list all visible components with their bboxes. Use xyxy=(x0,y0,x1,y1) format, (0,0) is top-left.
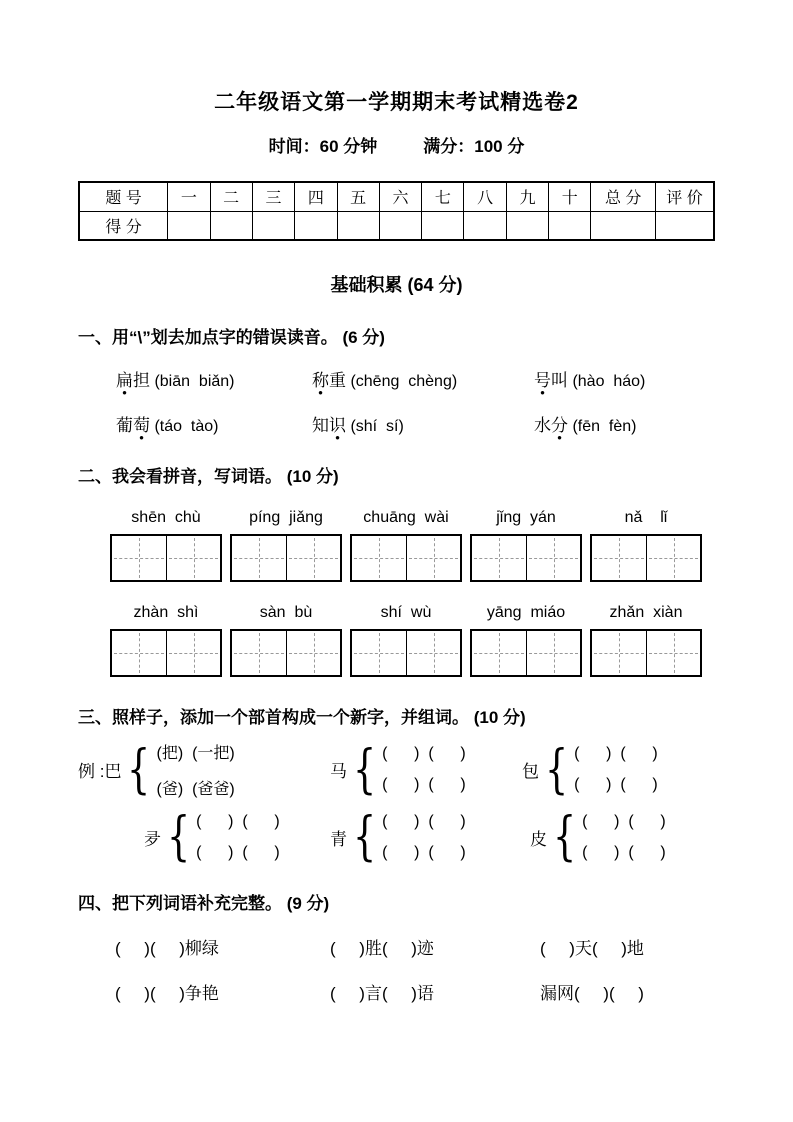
dotted-char: 扁 xyxy=(116,371,133,390)
pinyin-label: zhǎn xiàn xyxy=(609,604,683,621)
answer-line: ( ) ( ) xyxy=(582,812,666,830)
q2-pinyin-row-2 xyxy=(110,604,715,622)
pinyin-options: (biān biǎn) xyxy=(150,373,235,390)
brace-icon: { xyxy=(166,807,191,867)
writing-box xyxy=(110,534,222,582)
answer-line: ( ) ( ) xyxy=(196,843,280,861)
q4-row-1 xyxy=(115,934,715,959)
q4-row-2 xyxy=(115,979,715,1004)
score-table-header: 七 xyxy=(422,182,464,211)
writing-cell xyxy=(286,536,340,580)
brace-icon: { xyxy=(352,739,377,800)
dotted-char: 号 xyxy=(534,371,551,390)
writing-cell xyxy=(286,631,340,675)
q1-heading: 一、用“\”划去加点字的错误读音。 (6 分) xyxy=(78,328,385,347)
score-table-header: 八 xyxy=(464,182,506,211)
q1-word: 葡萄 (táo tào) xyxy=(116,411,312,436)
score-cell xyxy=(168,211,210,240)
pinyin-label: shēn chù xyxy=(131,509,201,526)
writing-box xyxy=(350,629,462,677)
score-cell xyxy=(422,211,464,240)
score-table-header: 二 xyxy=(210,182,252,211)
score-cell xyxy=(210,211,252,240)
pinyin-options: (shí sí) xyxy=(346,418,404,435)
q1-word: 号叫 (hào háo) xyxy=(534,366,715,391)
pinyin-label: jǐng yán xyxy=(496,509,556,526)
score-cell xyxy=(506,211,548,240)
writing-box xyxy=(350,534,462,582)
writing-box xyxy=(230,534,342,582)
score-table-score-row xyxy=(79,211,714,240)
score-cell xyxy=(252,211,294,240)
score-cell xyxy=(295,211,337,240)
pinyin-label: yāng miáo xyxy=(486,604,566,621)
pinyin-label: sàn bù xyxy=(259,604,313,621)
score-row-label: 得 分 xyxy=(79,211,168,240)
answer-line: ( ) ( ) xyxy=(574,776,658,793)
q4-item: ( )( )柳绿 xyxy=(115,939,219,958)
score-table-header: 五 xyxy=(337,182,379,211)
q2-heading: 二、我会看拼音，写词语。 (10 分) xyxy=(78,467,339,486)
score-cell xyxy=(549,211,591,240)
q4-heading: 四、把下列词语补充完整。 (9 分) xyxy=(78,894,330,913)
score-cell xyxy=(379,211,421,240)
score-table xyxy=(78,181,715,241)
q3-group xyxy=(530,807,666,867)
pinyin-label: nǎ lǐ xyxy=(624,509,668,526)
q3-group xyxy=(330,807,530,867)
writing-cell xyxy=(526,631,580,675)
dotted-char: 分 xyxy=(551,416,568,435)
answer-line: (把) (一把) xyxy=(156,745,235,762)
score-cell xyxy=(464,211,506,240)
writing-cell xyxy=(112,631,166,675)
score-table-header-row xyxy=(79,182,714,211)
writing-box xyxy=(590,629,702,677)
base-char: 夛 xyxy=(144,829,161,849)
time-label: 时间：60 分钟 xyxy=(268,137,378,156)
q3-row-2 xyxy=(144,807,715,867)
q1-word: 知识 (shí sí) xyxy=(312,411,534,436)
score-cell xyxy=(655,211,714,240)
score-table-header: 评 价 xyxy=(655,182,714,211)
answer-line: ( ) ( ) xyxy=(574,745,658,762)
q4-item: ( )言( )语 xyxy=(330,984,434,1003)
base-char: 例 :巴 xyxy=(78,762,122,781)
q3-heading: 三、照样子，添加一个部首构成一个新字，并组词。 (10 分) xyxy=(78,708,526,727)
writing-cell xyxy=(592,631,646,675)
q1-word-list xyxy=(116,366,715,436)
writing-cell xyxy=(406,536,460,580)
section-heading: 基础积累 (64 分) xyxy=(330,275,463,295)
pinyin-label: zhàn shì xyxy=(133,604,199,621)
q3-group xyxy=(330,739,522,800)
writing-cell xyxy=(232,536,286,580)
answer-line: ( ) ( ) xyxy=(382,776,466,793)
brace-icon: { xyxy=(127,739,151,800)
pinyin-label: shí wù xyxy=(380,604,432,621)
pinyin-label: píng jiǎng xyxy=(249,509,323,526)
q4-item: ( )胜( )迹 xyxy=(330,939,434,958)
q4-item: ( )天( )地 xyxy=(540,939,644,958)
q3-group xyxy=(522,739,658,800)
q1-word: 扁担 (biān biǎn) xyxy=(116,366,312,391)
brace-icon: { xyxy=(352,807,377,867)
score-table-header: 一 xyxy=(168,182,210,211)
answer-line: ( ) ( ) xyxy=(382,745,466,762)
writing-cell xyxy=(352,631,406,675)
writing-cell xyxy=(472,631,526,675)
score-cell xyxy=(591,211,656,240)
writing-cell xyxy=(352,536,406,580)
writing-cell xyxy=(166,536,220,580)
answer-line: ( ) ( ) xyxy=(382,812,466,830)
base-char: 马 xyxy=(330,762,347,781)
writing-cell xyxy=(112,536,166,580)
writing-cell xyxy=(472,536,526,580)
writing-cell xyxy=(406,631,460,675)
answer-line: ( ) ( ) xyxy=(382,843,466,861)
q2-writing-row-2 xyxy=(110,629,715,677)
writing-cell xyxy=(526,536,580,580)
score-table-header: 四 xyxy=(295,182,337,211)
page-title: 二年级语文第一学期期末考试精选卷2 xyxy=(214,91,579,114)
q1-word: 称重 (chēng chèng) xyxy=(312,366,534,391)
q3-group xyxy=(144,807,330,867)
q1-word: 水分 (fēn fèn) xyxy=(534,411,715,436)
pinyin-options: (hào háo) xyxy=(568,373,646,390)
score-table-header: 十 xyxy=(549,182,591,211)
writing-box xyxy=(590,534,702,582)
dotted-char: 识 xyxy=(329,416,346,435)
q3-group-example xyxy=(78,740,330,799)
q2-pinyin-row-1 xyxy=(110,509,715,527)
score-table-header: 九 xyxy=(506,182,548,211)
answer-line: (爸) (爸爸) xyxy=(156,781,235,798)
exam-meta xyxy=(78,132,715,157)
writing-box xyxy=(470,534,582,582)
writing-box xyxy=(110,629,222,677)
score-table-header: 六 xyxy=(379,182,421,211)
brace-icon: { xyxy=(544,739,569,800)
writing-cell xyxy=(592,536,646,580)
writing-cell xyxy=(232,631,286,675)
q2-writing-row-1 xyxy=(110,534,715,582)
base-char: 青 xyxy=(330,829,347,849)
writing-box xyxy=(230,629,342,677)
pinyin-options: (táo tào) xyxy=(150,418,219,435)
full-score-label: 满分：100 分 xyxy=(423,137,525,156)
score-table-header: 总 分 xyxy=(591,182,656,211)
pinyin-options: (fēn fèn) xyxy=(568,418,637,435)
q3-row-1 xyxy=(78,740,715,799)
answer-line: ( ) ( ) xyxy=(582,843,666,861)
score-table-header: 三 xyxy=(252,182,294,211)
q4-item: 漏网( )( ) xyxy=(540,984,644,1003)
base-char: 包 xyxy=(522,762,539,781)
dotted-char: 称 xyxy=(312,371,329,390)
answer-line: ( ) ( ) xyxy=(196,812,280,830)
q4-item: ( )( )争艳 xyxy=(115,984,219,1003)
score-cell xyxy=(337,211,379,240)
writing-cell xyxy=(646,631,700,675)
writing-cell xyxy=(166,631,220,675)
dotted-char: 萄 xyxy=(133,416,150,435)
pinyin-options: (chēng chèng) xyxy=(346,373,458,390)
pinyin-label: chuāng wài xyxy=(363,509,449,526)
score-table-header: 题 号 xyxy=(79,182,168,211)
base-char: 皮 xyxy=(530,829,547,849)
writing-box xyxy=(470,629,582,677)
brace-icon: { xyxy=(552,807,577,867)
writing-cell xyxy=(646,536,700,580)
